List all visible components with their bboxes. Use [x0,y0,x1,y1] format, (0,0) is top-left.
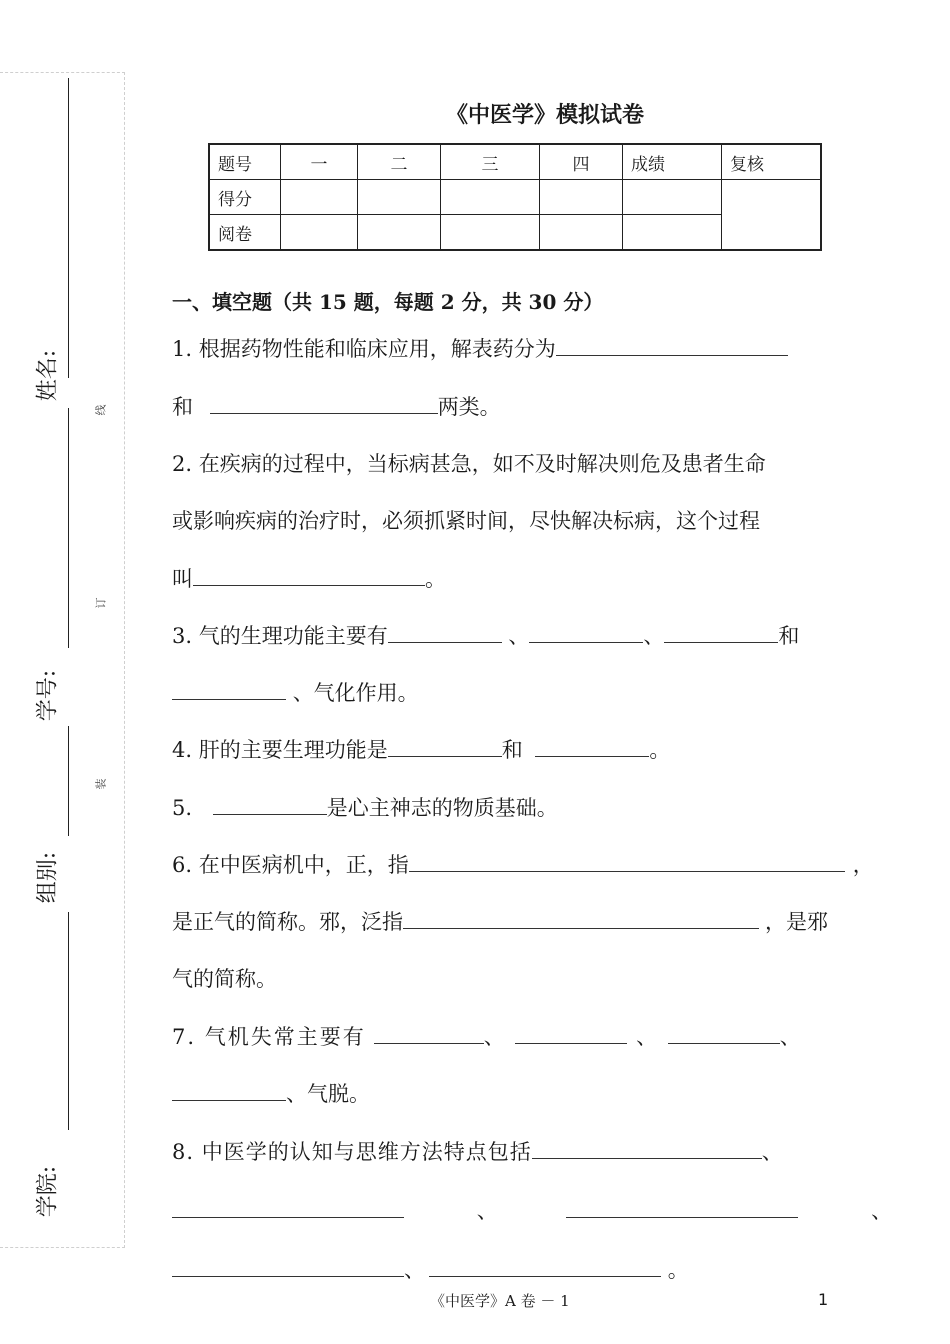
score-cell [358,180,441,215]
answer-blank[interactable] [388,736,502,757]
question-text: 6. 在中医病机中，正，指 [172,853,409,877]
question-text: 和 [172,395,193,419]
answer-blank[interactable] [668,1023,780,1044]
answer-blank[interactable] [172,1256,404,1277]
question-6-line-3: 气的简称。 [172,967,277,991]
question-text: 是心主神志的物质基础。 [326,796,558,820]
answer-blank[interactable] [193,565,425,586]
reviewer-cell [441,215,540,251]
name-label: 姓名: [35,349,61,402]
question-text: 、 [871,1199,893,1223]
answer-blank[interactable] [529,622,643,643]
question-text: 叫 [172,567,193,591]
question-text: 、 [636,1025,660,1049]
header-cell: 题号 [209,144,281,180]
reviewer-cell [540,215,623,251]
row-label-reviewer: 阅卷 [209,215,281,251]
header-cell: 成绩 [623,144,722,180]
header-cell: 四 [540,144,623,180]
answer-blank[interactable] [374,1023,484,1044]
question-text: 4. 肝的主要生理功能是 [172,738,388,762]
header-cell: 一 [281,144,358,180]
student-id-label: 学号: [35,669,61,722]
answer-blank[interactable] [388,622,502,643]
question-1-line-2 [172,391,900,421]
answer-blank[interactable] [210,393,438,414]
page-footer: 《中医学》A 卷 － 1 [430,1292,570,1310]
answer-blank[interactable] [532,1138,762,1159]
question-text: 。 [425,567,446,591]
reviewer-cell [281,215,358,251]
answer-blank[interactable] [409,851,845,872]
question-text: 、 [476,1199,498,1223]
question-text: 3. 气的生理功能主要有 [172,624,388,648]
question-text: 、气化作用。 [292,681,419,705]
score-cell [441,180,540,215]
header-cell: 复核 [722,144,822,180]
group-line [68,726,69,836]
question-text: 是正气的简称。邪，泛指 [172,910,403,934]
header-cell: 三 [441,144,540,180]
question-7-line-1 [172,1021,900,1051]
question-text: 、 [483,1025,507,1049]
page-number: 1 [818,1290,829,1309]
question-text: 7. 气机失常主要有 [172,1025,366,1049]
question-6-line-2 [172,906,900,936]
question-text: 和 [501,738,523,762]
question-5-line [172,792,900,822]
question-text: 、 [761,1140,784,1164]
bind-mark-line: 线 [94,404,108,416]
question-2-line-1: 2. 在疾病的过程中，当标病甚急，如不及时解决则危及患者生命 [172,452,766,476]
answer-blank[interactable] [403,908,759,929]
question-text: 。 [649,738,671,762]
row-label-score: 得分 [209,180,281,215]
group-label: 组别: [35,851,61,904]
question-text: 、气脱。 [286,1082,370,1106]
question-text: 5. [172,796,193,820]
question-text: ， [852,853,874,877]
answer-blank[interactable] [556,335,788,356]
reviewer-cell [623,215,722,251]
answer-blank[interactable] [664,622,778,643]
question-text: 两类。 [437,395,501,419]
question-8-line-1 [172,1136,900,1166]
question-4-line [172,734,900,764]
question-text: 、 [779,1025,803,1049]
question-1-line-1 [172,333,900,363]
college-line [68,912,69,1130]
answer-blank[interactable] [566,1197,798,1218]
binding-margin [0,72,125,1248]
question-text: 、 [508,624,530,648]
question-text: 1. 根据药物性能和临床应用，解表药分为 [172,337,556,361]
exam-title: 《中医学》模拟试卷 [445,102,644,128]
question-2-line-2: 或影响疾病的治疗时，必须抓紧时间，尽快解决标病，这个过程 [172,509,760,533]
score-cell [540,180,623,215]
header-cell: 二 [358,144,441,180]
section-heading: 一、填空题（共 15 题，每题 2 分，共 30 分） [172,290,604,314]
question-3-line-1 [172,620,900,650]
id-line [68,408,69,648]
review-cell [722,180,822,251]
score-cell [623,180,722,215]
question-text: 和 [778,624,800,648]
question-2-line-3 [172,563,900,593]
college-label: 学院: [35,1165,61,1218]
score-cell [281,180,358,215]
answer-blank[interactable] [172,1197,404,1218]
answer-blank[interactable] [535,736,649,757]
question-text: 。 [667,1258,689,1282]
answer-blank[interactable] [172,1080,286,1101]
question-7-line-2 [172,1078,900,1108]
reviewer-cell [358,215,441,251]
question-8-line-2 [172,1195,900,1225]
score-table [208,143,822,251]
question-6-line-1 [172,849,900,879]
answer-blank[interactable] [172,679,286,700]
question-text: 、 [643,624,665,648]
answer-blank[interactable] [515,1023,627,1044]
question-text: 8. 中医学的认知与思维方法特点包括 [172,1140,532,1164]
bind-mark-zhuang: 装 [94,778,108,790]
question-3-line-2 [172,677,900,707]
bind-mark-ding: 订 [94,597,108,609]
question-text: 、 [404,1258,425,1282]
question-text: ，是邪 [765,910,828,934]
answer-blank[interactable] [213,794,327,815]
question-8-line-3 [172,1254,900,1284]
answer-blank[interactable] [429,1256,661,1277]
